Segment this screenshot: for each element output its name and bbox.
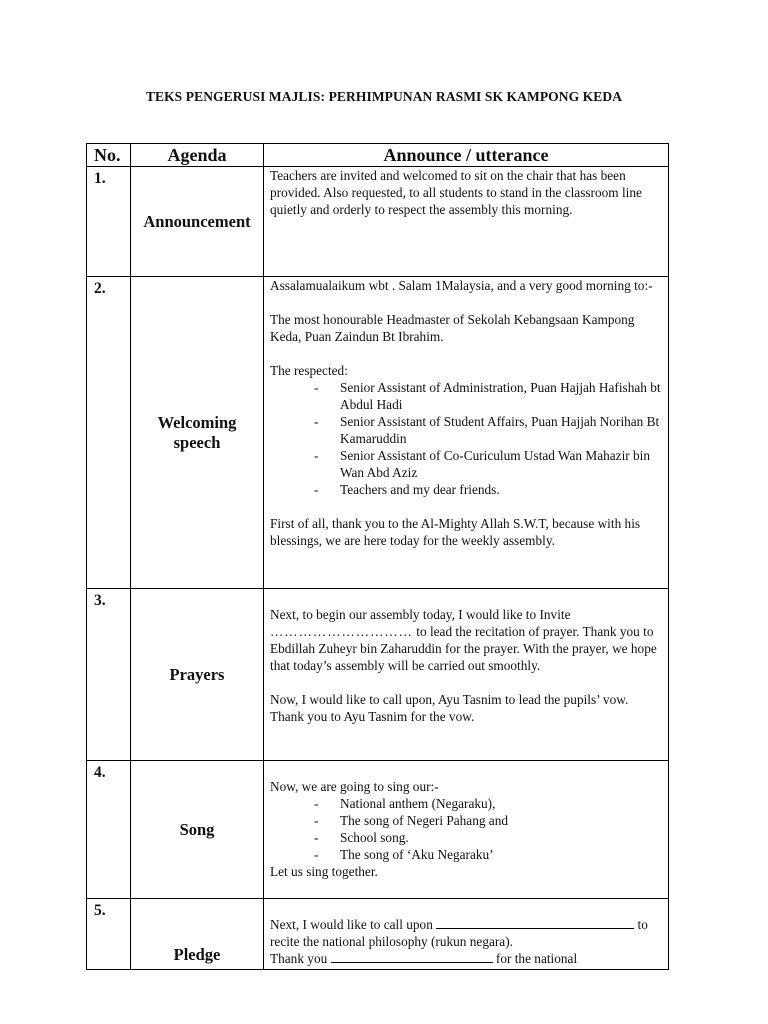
list-item: - National anthem (Negaraku), [314,795,662,812]
table-row [87,761,669,899]
row-agenda [131,277,264,589]
list-item: - School song. [314,829,662,846]
headmaster-text: The most honourable Headmaster of Sekolah Kebangsaan Kampong Keda, Puan Zaindun Bt Ibrahim. [270,312,635,344]
list-item: - Senior Assistant of Administration, Puan Hajjah Hafishah bt Abdul Hadi [314,379,662,413]
pledge-part-2: to recite the national philosophy (rukun negara). [270,917,648,949]
pledge-blank [436,916,634,929]
list-item: - Senior Assistant of Co-Curiculum Ustad Wan Mahazir bin Wan Abd Aziz [314,447,662,481]
row-number: 2. [87,277,131,589]
closing-text: First of all, thank you to the Al-Mighty Allah S.W.T, because with his blessings, we are here today for the weekly assembly. [270,516,641,548]
prayer-line-2: to lead the recitation of prayer. Thank you to Ebdillah Zuheyr bin Zaharuddin for the prayer. With the prayer, we hope that today’s assembly will be carried out smoothly. [270,624,657,673]
song-list [270,795,662,863]
prayer-line-1: Next, to begin our assembly today, I would like to Invite [270,607,571,622]
document-title: TEKS PENGERUSI MAJLIS: PERHIMPUNAN RASMI SK KAMPONG KEDA [145,89,623,104]
agenda-table [86,143,669,970]
row-number: 4. [87,761,131,899]
header-agenda: Agenda [131,144,264,167]
pledge-part-4: for the national [495,951,578,966]
row-utterance [264,589,669,761]
table-row [87,167,669,277]
pledge-part-3: Thank you [270,951,328,966]
pledge-thanks-blank [331,950,493,963]
list-item: - Teachers and my dear friends. [314,481,662,498]
row-number: 3. [87,589,131,761]
prayer-text [270,606,662,674]
song-outro: Let us sing together. [270,864,378,879]
song-intro: Now, we are going to sing our:- [270,779,439,794]
respected-list [270,379,662,498]
announcement-text: Teachers are invited and welcomed to sit on the chair that has been provided. Also requested, to all students to stand in the classroom line quietly and orderly to respect the assembly this morning. [270,168,642,217]
prayer-blank-dots: ………………………… [270,624,413,639]
row-number: 1. [87,167,131,277]
table-row [87,899,669,970]
row-agenda: Prayers [131,589,264,761]
row-number: 5. [87,899,131,970]
pledge-thanks [270,950,662,967]
vow-text: Now, I would like to call upon, Ayu Tasnim to lead the pupils’ vow. Thank you to Ayu Tasnim for the vow. [270,692,629,724]
pledge-part-1: Next, I would like to call upon [270,917,433,932]
respected-text: The respected: [270,363,348,378]
table-row [87,277,669,589]
row-agenda: Song [131,761,264,899]
row-utterance [264,167,669,277]
header-no: No. [87,144,131,167]
row-agenda: Announcement [131,167,264,277]
table-header-row [87,144,669,167]
greeting-text: Assalamualaikum wbt . Salam 1Malaysia, and a very good morning to:- [270,278,653,293]
row-utterance [264,277,669,589]
row-utterance [264,899,669,970]
header-announce: Announce / utterance [264,144,669,167]
pledge-text [270,916,662,950]
row-agenda: Pledge [131,899,264,970]
list-item: - Senior Assistant of Student Affairs, Puan Hajjah Norihan Bt Kamaruddin [314,413,662,447]
list-item: - The song of Negeri Pahang and [314,812,662,829]
agenda-label: Welcoming speech [157,412,237,452]
list-item: - The song of ‘Aku Negaraku’ [314,846,662,863]
table-row [87,589,669,761]
row-utterance [264,761,669,899]
